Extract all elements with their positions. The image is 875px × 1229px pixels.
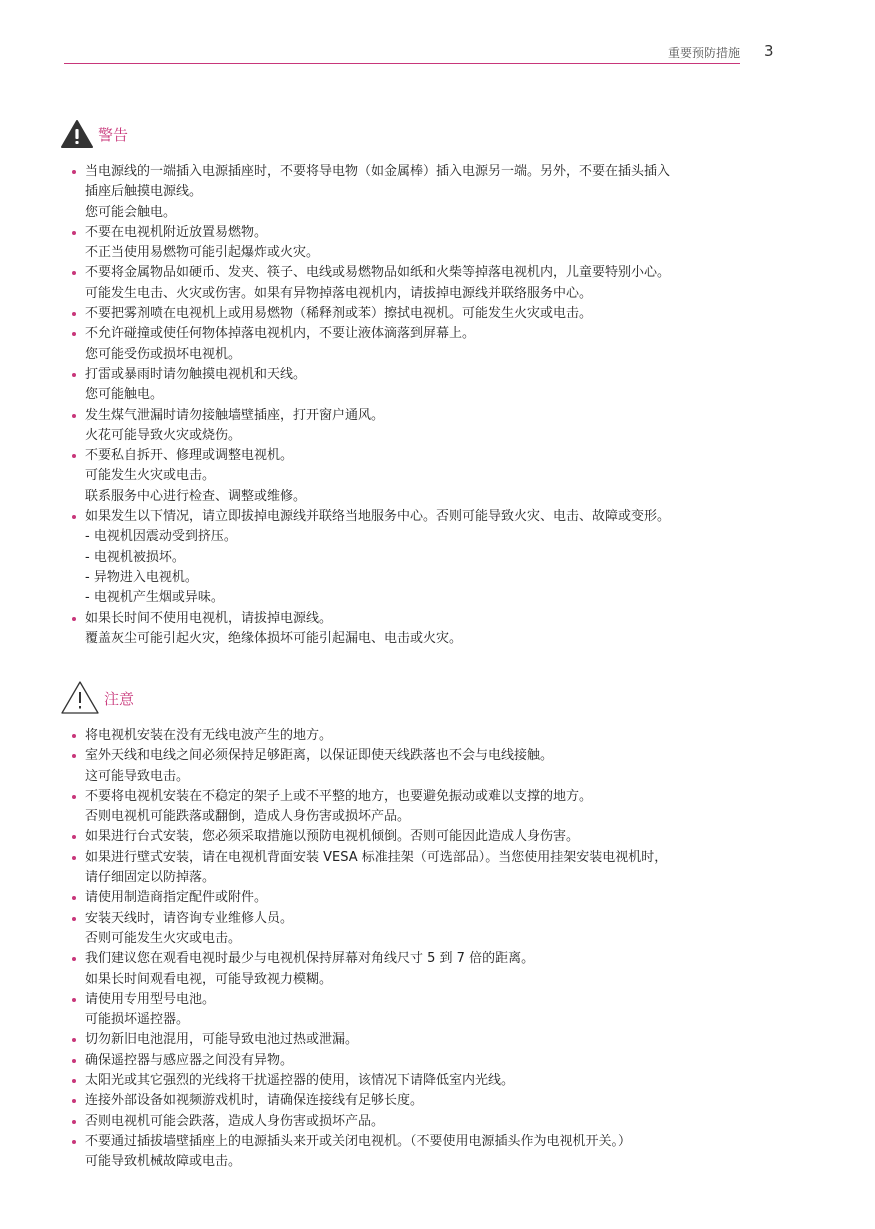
warning-item-line: - 异物进入电视机。: [85, 569, 198, 585]
caution-item-line: 太阳光或其它强烈的光线将干扰遥控器的使用，该情况下请降低室内光线。: [85, 1073, 515, 1089]
caution-item-line: 否则电视机可能跌落或翻倒，造成人身伤害或损坏产品。: [85, 809, 411, 825]
caution-item: [60, 1071, 667, 1091]
warning-item-line: 不要在电视机附近放置易燃物。: [85, 224, 268, 240]
caution-item-line: 否则可能发生火灾或电击。: [85, 930, 242, 946]
warning-list: [60, 162, 670, 649]
caution-item-line: 我们建议您在观看电视时最少与电视机保持屏幕对角线尺寸 5 到 7 倍的距离。: [85, 951, 535, 967]
caution-item-line: 如果进行壁式安装，请在电视机背面安装 VESA 标准挂架（可选部品）。当您使用挂架安装电视机时，: [85, 849, 668, 865]
warning-item-line: 您可能受伤或损坏电视机。: [85, 346, 242, 362]
warning-item-line: 您可能触电。: [85, 387, 164, 403]
warning-item: [60, 507, 670, 608]
warning-item-line: 不允许碰撞或使任何物体掉落电视机内，不要让液体滴落到屏幕上。: [85, 326, 476, 342]
warning-item-line: 打雷或暴雨时请勿触摸电视机和天线。: [85, 366, 307, 382]
caution-item-line: 可能导致机械故障或电击。: [85, 1154, 242, 1170]
caution-item-line: 请仔细固定以防掉落。: [85, 870, 216, 886]
warning-item-line: 不要把雾剂喷在电视机上或用易燃物（稀释剂或苯）擦拭电视机。可能发生火灾或电击。: [85, 306, 593, 322]
warning-item-line: 覆盖灰尘可能引起火灾，绝缘体损坏可能引起漏电、电击或火灾。: [85, 630, 463, 646]
caution-outline-triangle-icon: [60, 680, 100, 716]
caution-item: [60, 888, 667, 908]
caution-item: [60, 1091, 667, 1111]
warning-item-line: 发生煤气泄漏时请勿接触墙壁插座，打开窗户通风。: [85, 407, 385, 423]
caution-item-line: 不要通过插拔墙壁插座上的电源插头来开或关闭电视机。（不要使用电源插头作为电视机开关。）: [85, 1133, 632, 1149]
caution-item-line: 请使用制造商指定配件或附件。: [85, 890, 268, 906]
caution-item: [60, 1051, 667, 1071]
warning-item-line: 联系服务中心进行检查、调整或维修。: [85, 488, 307, 504]
warning-item: [60, 162, 670, 223]
caution-list: [60, 726, 667, 1173]
caution-item-line: 室外天线和电线之间必须保持足够距离，以保证即使天线跌落也不会与电线接触。: [85, 748, 554, 764]
warning-item-line: - 电视机因震动受到挤压。: [85, 529, 237, 545]
caution-item: [60, 726, 667, 746]
warning-title: 警告: [98, 125, 129, 144]
caution-item-line: 请使用专用型号电池。: [85, 991, 216, 1007]
header-rule: [64, 63, 740, 64]
caution-item: [60, 827, 667, 847]
caution-item-line: 连接外部设备如视频游戏机时，请确保连接线有足够长度。: [85, 1093, 424, 1109]
warning-item-line: 不要将金属物品如硬币、发夹、筷子、电线或易燃物品如纸和火柴等掉落电视机内，儿童要特别小心。: [85, 265, 671, 281]
warning-item: [60, 223, 670, 264]
warning-item-line: 如果长时间不使用电视机，请拔掉电源线。: [85, 610, 333, 626]
warning-item-line: - 电视机被损坏。: [85, 549, 185, 565]
warning-item-line: 当电源线的一端插入电源插座时，不要将导电物（如金属棒）插入电源另一端。另外，不要在插头插入: [85, 164, 671, 179]
caution-item: [60, 787, 667, 828]
running-title: 重要预防措施: [667, 46, 740, 60]
warning-item-line: 插座后触摸电源线。: [85, 184, 203, 200]
warning-item: [60, 365, 670, 406]
caution-item: [60, 1030, 667, 1050]
caution-item: [60, 746, 667, 787]
caution-item-line: 安装天线时，请咨询专业维修人员。: [85, 910, 294, 926]
warning-item: [60, 304, 670, 324]
warning-heading: [60, 116, 670, 152]
caution-item-line: 如果长时间观看电视，可能导致视力模糊。: [85, 971, 333, 987]
caution-item: [60, 1132, 667, 1173]
caution-item-line: 可能损坏遥控器。: [85, 1012, 190, 1028]
caution-item: [60, 1112, 667, 1132]
warning-item-line: 可能发生电击、火灾或伤害。如果有异物掉落电视机内，请拔掉电源线并联络服务中心。: [85, 285, 593, 301]
warning-item-line: 如果发生以下情况，请立即拔掉电源线并联络当地服务中心。否则可能导致火灾、电击、故障或变形。: [85, 509, 671, 525]
caution-item-line: 确保遥控器与感应器之间没有异物。: [85, 1052, 294, 1068]
caution-item-line: 将电视机安装在没有无线电波产生的地方。: [85, 728, 333, 743]
caution-item: [60, 848, 667, 889]
warning-item-line: 您可能会触电。: [85, 204, 177, 220]
caution-item-line: 切勿新旧电池混用，可能导致电池过热或泄漏。: [85, 1032, 359, 1048]
warning-item-line: 火花可能导致火灾或烧伤。: [85, 427, 242, 443]
caution-section: [60, 680, 667, 1173]
warning-item-line: 可能发生火灾或电击。: [85, 468, 216, 484]
warning-section: [60, 116, 670, 649]
warning-item: [60, 324, 670, 365]
caution-heading: [60, 680, 667, 716]
warning-filled-triangle-icon: [60, 119, 94, 149]
caution-title: 注意: [104, 689, 135, 708]
warning-item-line: 不要私自拆开、修理或调整电视机。: [85, 448, 294, 464]
page-number: 3: [764, 42, 774, 60]
caution-item-line: 否则电视机可能会跌落，造成人身伤害或损坏产品。: [85, 1113, 385, 1129]
warning-item: [60, 263, 670, 304]
caution-item-line: 这可能导致电击。: [85, 768, 190, 784]
caution-item: [60, 909, 667, 950]
warning-item: [60, 446, 670, 507]
warning-item: [60, 609, 670, 650]
caution-item: [60, 990, 667, 1031]
caution-item-line: 如果进行台式安装，您必须采取措施以预防电视机倾倒。否则可能因此造成人身伤害。: [85, 829, 580, 845]
caution-item-line: 不要将电视机安装在不稳定的架子上或不平整的地方，也要避免振动或难以支撑的地方。: [85, 788, 593, 804]
caution-item: [60, 949, 667, 990]
warning-item: [60, 406, 670, 447]
warning-item-line: - 电视机产生烟或异味。: [85, 590, 224, 606]
warning-item-line: 不正当使用易燃物可能引起爆炸或火灾。: [85, 245, 320, 261]
